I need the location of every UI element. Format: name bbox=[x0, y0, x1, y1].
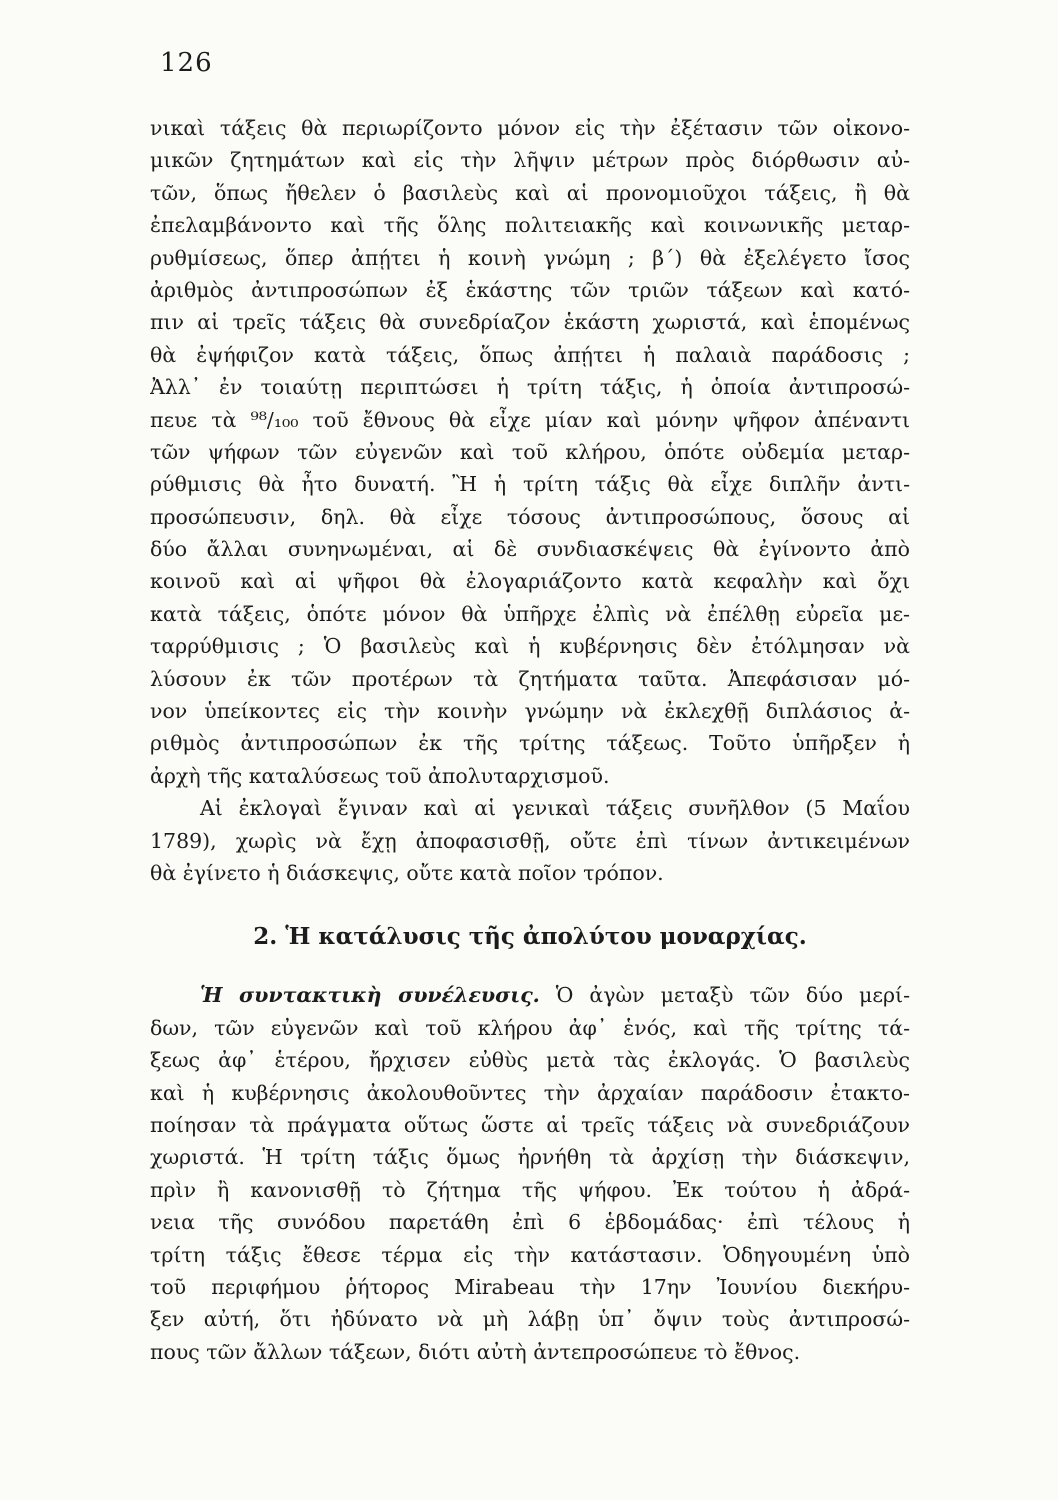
text-line: καὶ ἡ κυβέρνησις ἀκολουθοῦντες τὴν ἀρχαίαν παράδοσιν ἐτακτο- bbox=[150, 1080, 910, 1105]
text-line: μικῶν ζητημάτων καὶ εἰς τὴν λῆψιν μέτρων πρὸς διόρθωσιν αὐ- bbox=[150, 148, 910, 173]
text-line: ἐπελαμβάνοντο καὶ τῆς ὅλης πολιτειακῆς καὶ κοινωνικῆς μεταρ- bbox=[150, 213, 910, 238]
page-body bbox=[150, 112, 910, 1368]
text-span: Ὁ ἀγὼν μεταξὺ τῶν δύο μερί- bbox=[539, 983, 910, 1008]
text-line: ξεως ἀφ᾽ ἑτέρου, ἤρχισεν εὐθὺς μετὰ τὰς ἐκλογάς. Ὁ βασιλεὺς bbox=[150, 1048, 910, 1073]
text-line: δων, τῶν εὐγενῶν καὶ τοῦ κλήρου ἀφ᾽ ἑνός, καὶ τῆς τρίτης τά- bbox=[150, 1015, 910, 1040]
text-line: πρὶν ἢ κανονισθῇ τὸ ζήτημα τῆς ψήφου. Ἐκ τούτου ἡ ἀδρά- bbox=[150, 1177, 910, 1202]
text-line: Αἱ ἐκλογαὶ ἔγιναν καὶ αἱ γενικαὶ τάξεις συνῆλθον (5 Μαΐου bbox=[200, 796, 910, 821]
text-line: Ἀλλ᾽ ἐν τοιαύτῃ περιπτώσει ἡ τρίτη τάξις, ἡ ὁποία ἀντιπροσώ- bbox=[150, 375, 910, 400]
text-line: ρυθμίσεως, ὅπερ ἀπῄτει ἡ κοινὴ γνώμη ; β΄) θὰ ἐξελέγετο ἴσος bbox=[150, 245, 910, 270]
text-line: πευε τὰ ⁹⁸/₁₀₀ τοῦ ἔθνους θὰ εἶχε μίαν καὶ μόνην ψῆφον ἀπέναντι bbox=[150, 407, 910, 432]
text-line: ποίησαν τὰ πράγματα οὕτως ὥστε αἱ τρεῖς τάξεις νὰ συνεδριάζουν bbox=[150, 1112, 910, 1137]
text-line: ἀρχὴ τῆς καταλύσεως τοῦ ἀπολυταρχισμοῦ. bbox=[150, 763, 610, 788]
text-line: κατὰ τάξεις, ὁπότε μόνον θὰ ὑπῆρχε ἐλπὶς νὰ ἐπέλθῃ εὐρεῖα με- bbox=[150, 601, 910, 626]
text-line: ἀριθμὸς ἀντιπροσώπων ἐξ ἑκάστης τῶν τριῶν τάξεων καὶ κατό- bbox=[150, 277, 910, 302]
text-line: χωριστά. Ἡ τρίτη τάξις ὅμως ἠρνήθη τὰ ἀρχίσῃ τὴν διάσκεψιν, bbox=[150, 1145, 910, 1170]
text-line: δύο ἄλλαι συνηνωμέναι, αἱ δὲ συνδιασκέψεις θὰ ἐγίνοντο ἀπὸ bbox=[150, 537, 910, 562]
text-line: νεια τῆς συνόδου παρετάθη ἐπὶ 6 ἑβδομάδας· ἐπὶ τέλους ἡ bbox=[150, 1210, 910, 1235]
paragraph-2 bbox=[150, 792, 910, 889]
text-line: πους τῶν ἄλλων τάξεων, διότι αὐτὴ ἀντεπροσώπευε τὸ ἔθνος. bbox=[150, 1339, 801, 1364]
text-line: τῶν ψήφων τῶν εὐγενῶν καὶ τοῦ κλήρου, ὁπότε οὐδεμία μεταρ- bbox=[150, 439, 910, 464]
text-line bbox=[150, 979, 910, 1011]
text-line: πιν αἱ τρεῖς τάξεις θὰ συνεδρίαζον ἑκάστη χωριστά, καὶ ἑπομένως bbox=[150, 310, 910, 335]
text-line: ξεν αὐτή, ὅτι ἠδύνατο νὰ μὴ λάβῃ ὑπ᾽ ὄψιν τοὺς ἀντιπροσώ- bbox=[150, 1307, 910, 1332]
text-line: νον ὑπείκοντες εἰς τὴν κοινὴν γνώμην νὰ ἐκλεχθῇ διπλάσιος ἀ- bbox=[150, 699, 910, 724]
paragraph-3 bbox=[150, 979, 910, 1368]
subsection-title: Ἡ συντακτικὴ συνέλευσις. bbox=[200, 983, 540, 1008]
text-line: προσώπευσιν, δηλ. θὰ εἶχε τόσους ἀντιπροσώπους, ὅσους αἱ bbox=[150, 504, 910, 529]
text-line: θὰ ἐψήφιζον κατὰ τάξεις, ὅπως ἀπῄτει ἡ παλαιὰ παράδοσις ; bbox=[150, 342, 910, 367]
text-line: τρίτη τάξις ἔθεσε τέρμα εἰς τὴν κατάστασιν. Ὁδηγουμένη ὑπὸ bbox=[150, 1242, 910, 1267]
text-line: ρύθμισις θὰ ἦτο δυνατή. Ἢ ἡ τρίτη τάξις θὰ εἶχε διπλῆν ἀντι- bbox=[150, 472, 910, 497]
text-line: τοῦ περιφήμου ῥήτορος Mirabeau τὴν 17ην Ἰουνίου διεκήρυ- bbox=[150, 1274, 910, 1299]
text-line: 1789), χωρὶς νὰ ἔχῃ ἀποφασισθῇ, οὔτε ἐπὶ τίνων ἀντικειμένων bbox=[150, 828, 910, 853]
text-line: λύσουν ἐκ τῶν προτέρων τὰ ζητήματα ταῦτα. Ἀπεφάσισαν μό- bbox=[150, 666, 910, 691]
section-heading: 2. Ἡ κατάλυσις τῆς ἀπολύτου μοναρχίας. bbox=[253, 923, 807, 951]
text-line: κοινοῦ καὶ αἱ ψῆφοι θὰ ἐλογαριάζοντο κατὰ κεφαλὴν καὶ ὄχι bbox=[150, 569, 910, 594]
text-line: νικαὶ τάξεις θὰ περιωρίζοντο μόνον εἰς τὴν ἐξέτασιν τῶν οἰκονο- bbox=[150, 116, 910, 140]
page-number: 126 bbox=[160, 48, 213, 78]
text-line: ταρρύθμισις ; Ὁ βασιλεὺς καὶ ἡ κυβέρνησις δὲν ἐτόλμησαν νὰ bbox=[150, 634, 910, 659]
text-line: ριθμὸς ἀντιπροσώπων ἐκ τῆς τρίτης τάξεως. Τοῦτο ὑπῆρξεν ἡ bbox=[150, 731, 910, 756]
text-line: τῶν, ὅπως ἤθελεν ὁ βασιλεὺς καὶ αἱ προνομιοῦχοι τάξεις, ἢ θὰ bbox=[150, 180, 910, 205]
text-line: θὰ ἐγίνετο ἡ διάσκεψις, οὔτε κατὰ ποῖον τρόπον. bbox=[150, 860, 664, 885]
paragraph-1 bbox=[150, 112, 910, 792]
